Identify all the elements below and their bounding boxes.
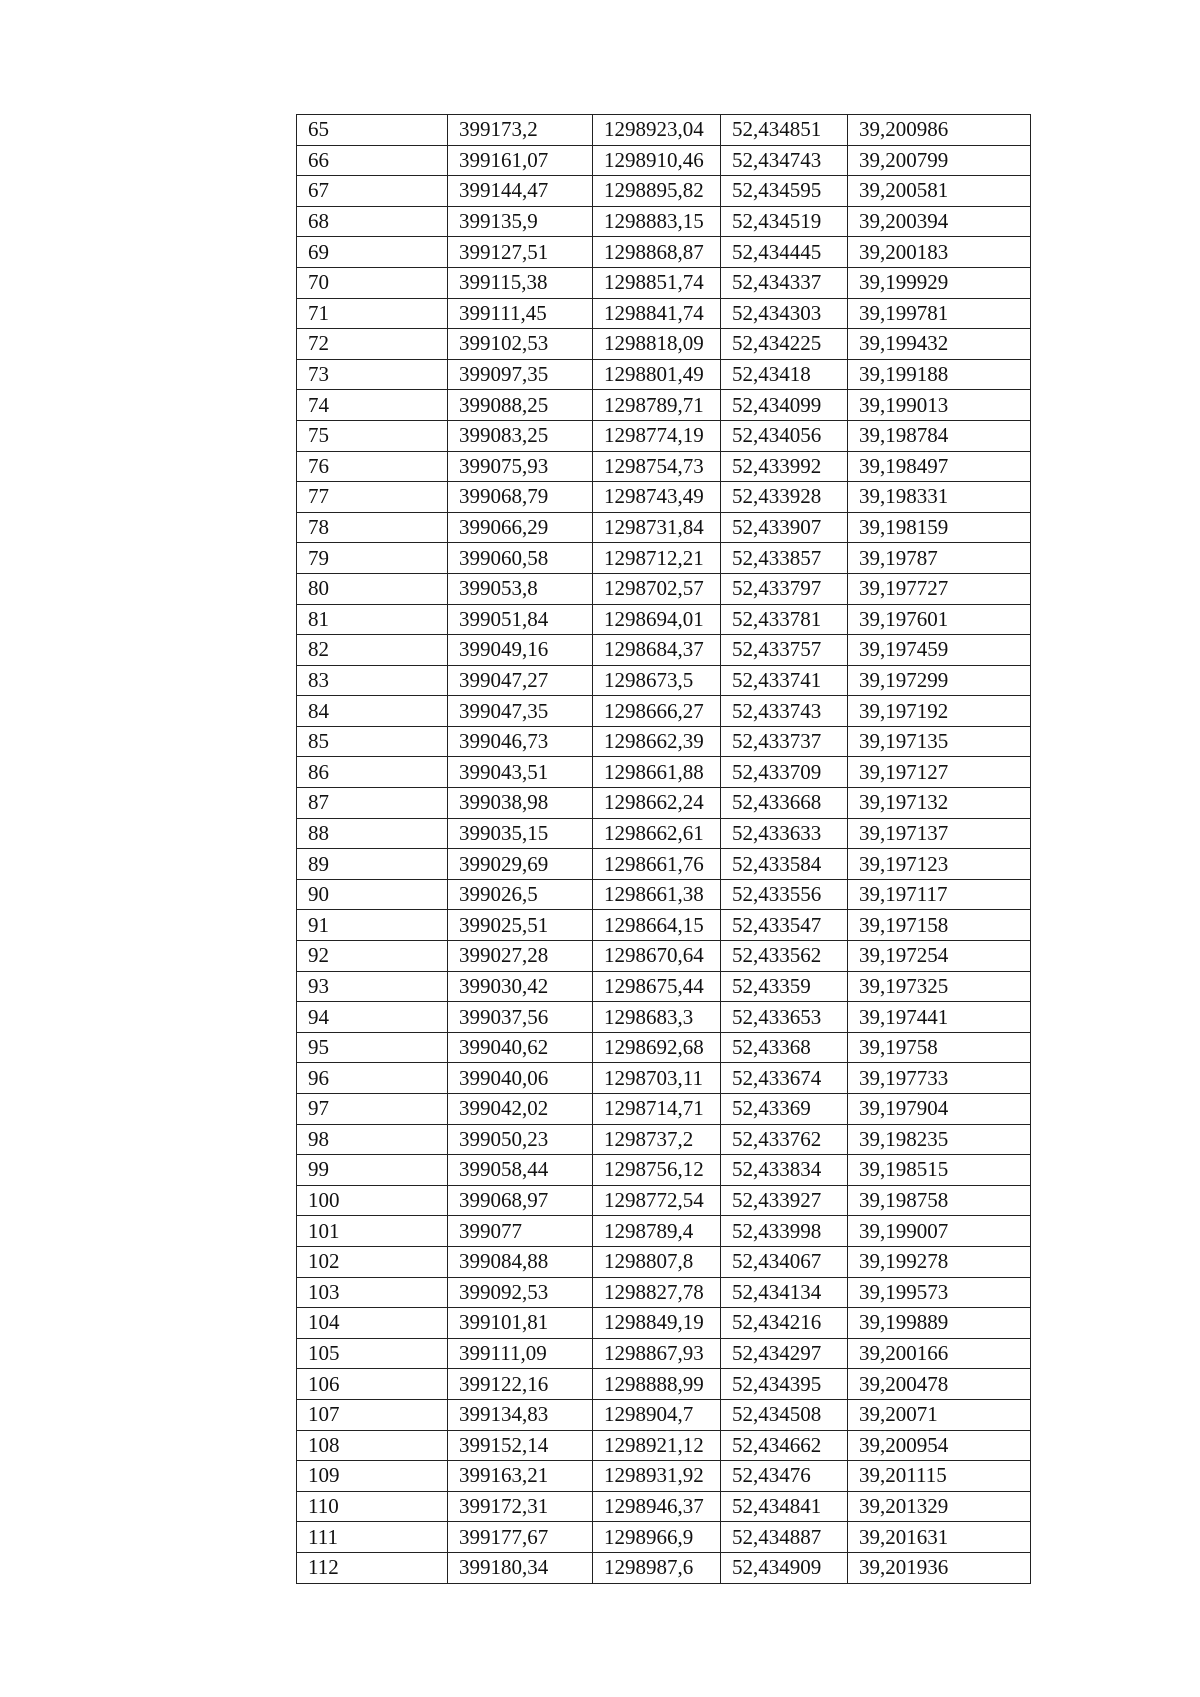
- x-coordinate-cell: 399177,67: [448, 1522, 593, 1553]
- x-coordinate-cell: 399092,53: [448, 1277, 593, 1308]
- point-number-cell: 76: [297, 451, 448, 482]
- longitude-cell: 39,200986: [848, 115, 1031, 146]
- x-coordinate-cell: 399051,84: [448, 604, 593, 635]
- table-row: [297, 115, 1031, 146]
- table-row: [297, 1369, 1031, 1400]
- point-number-cell: 80: [297, 573, 448, 604]
- point-number-cell: 67: [297, 176, 448, 207]
- x-coordinate-cell: 399134,83: [448, 1399, 593, 1430]
- x-coordinate-cell: 399042,02: [448, 1094, 593, 1125]
- y-coordinate-cell: 1298827,78: [593, 1277, 721, 1308]
- longitude-cell: 39,198784: [848, 420, 1031, 451]
- point-number-cell: 96: [297, 1063, 448, 1094]
- latitude-cell: 52,433547: [721, 910, 848, 941]
- latitude-cell: 52,434508: [721, 1399, 848, 1430]
- point-number-cell: 107: [297, 1399, 448, 1430]
- point-number-cell: 91: [297, 910, 448, 941]
- latitude-cell: 52,434297: [721, 1338, 848, 1369]
- point-number-cell: 84: [297, 696, 448, 727]
- point-number-cell: 101: [297, 1216, 448, 1247]
- table-row: [297, 1522, 1031, 1553]
- x-coordinate-cell: 399101,81: [448, 1308, 593, 1339]
- table-row: [297, 543, 1031, 574]
- table-row: [297, 298, 1031, 329]
- point-number-cell: 81: [297, 604, 448, 635]
- x-coordinate-cell: 399026,5: [448, 879, 593, 910]
- point-number-cell: 108: [297, 1430, 448, 1461]
- latitude-cell: 52,434887: [721, 1522, 848, 1553]
- x-coordinate-cell: 399040,62: [448, 1032, 593, 1063]
- y-coordinate-cell: 1298702,57: [593, 573, 721, 604]
- longitude-cell: 39,197904: [848, 1094, 1031, 1125]
- point-number-cell: 69: [297, 237, 448, 268]
- x-coordinate-cell: 399058,44: [448, 1155, 593, 1186]
- x-coordinate-cell: 399115,38: [448, 267, 593, 298]
- y-coordinate-cell: 1298904,7: [593, 1399, 721, 1430]
- point-number-cell: 112: [297, 1552, 448, 1583]
- longitude-cell: 39,199278: [848, 1246, 1031, 1277]
- latitude-cell: 52,433834: [721, 1155, 848, 1186]
- table-row: [297, 329, 1031, 360]
- point-number-cell: 82: [297, 635, 448, 666]
- y-coordinate-cell: 1298737,2: [593, 1124, 721, 1155]
- longitude-cell: 39,197132: [848, 788, 1031, 819]
- table-row: [297, 390, 1031, 421]
- x-coordinate-cell: 399135,9: [448, 206, 593, 237]
- x-coordinate-cell: 399163,21: [448, 1461, 593, 1492]
- longitude-cell: 39,198497: [848, 451, 1031, 482]
- x-coordinate-cell: 399088,25: [448, 390, 593, 421]
- longitude-cell: 39,197601: [848, 604, 1031, 635]
- x-coordinate-cell: 399066,29: [448, 512, 593, 543]
- table-row: [297, 1399, 1031, 1430]
- y-coordinate-cell: 1298807,8: [593, 1246, 721, 1277]
- latitude-cell: 52,434067: [721, 1246, 848, 1277]
- latitude-cell: 52,434841: [721, 1491, 848, 1522]
- point-number-cell: 85: [297, 726, 448, 757]
- y-coordinate-cell: 1298789,71: [593, 390, 721, 421]
- x-coordinate-cell: 399043,51: [448, 757, 593, 788]
- longitude-cell: 39,199889: [848, 1308, 1031, 1339]
- latitude-cell: 52,434595: [721, 176, 848, 207]
- latitude-cell: 52,433757: [721, 635, 848, 666]
- longitude-cell: 39,197459: [848, 635, 1031, 666]
- table-row: [297, 1094, 1031, 1125]
- longitude-cell: 39,200166: [848, 1338, 1031, 1369]
- latitude-cell: 52,434909: [721, 1552, 848, 1583]
- y-coordinate-cell: 1298712,21: [593, 543, 721, 574]
- longitude-cell: 39,199573: [848, 1277, 1031, 1308]
- y-coordinate-cell: 1298931,92: [593, 1461, 721, 1492]
- latitude-cell: 52,434519: [721, 206, 848, 237]
- x-coordinate-cell: 399111,09: [448, 1338, 593, 1369]
- y-coordinate-cell: 1298921,12: [593, 1430, 721, 1461]
- table-row: [297, 1461, 1031, 1492]
- latitude-cell: 52,43476: [721, 1461, 848, 1492]
- point-number-cell: 93: [297, 971, 448, 1002]
- latitude-cell: 52,433633: [721, 818, 848, 849]
- latitude-cell: 52,434303: [721, 298, 848, 329]
- x-coordinate-cell: 399027,28: [448, 941, 593, 972]
- point-number-cell: 110: [297, 1491, 448, 1522]
- point-number-cell: 98: [297, 1124, 448, 1155]
- point-number-cell: 83: [297, 665, 448, 696]
- x-coordinate-cell: 399152,14: [448, 1430, 593, 1461]
- x-coordinate-cell: 399144,47: [448, 176, 593, 207]
- point-number-cell: 105: [297, 1338, 448, 1369]
- table-row: [297, 176, 1031, 207]
- point-number-cell: 89: [297, 849, 448, 880]
- longitude-cell: 39,197299: [848, 665, 1031, 696]
- x-coordinate-cell: 399035,15: [448, 818, 593, 849]
- latitude-cell: 52,433653: [721, 1002, 848, 1033]
- table-row: [297, 604, 1031, 635]
- latitude-cell: 52,43418: [721, 359, 848, 390]
- longitude-cell: 39,198159: [848, 512, 1031, 543]
- longitude-cell: 39,197254: [848, 941, 1031, 972]
- x-coordinate-cell: 399037,56: [448, 1002, 593, 1033]
- x-coordinate-cell: 399077: [448, 1216, 593, 1247]
- x-coordinate-cell: 399053,8: [448, 573, 593, 604]
- y-coordinate-cell: 1298703,11: [593, 1063, 721, 1094]
- point-number-cell: 73: [297, 359, 448, 390]
- longitude-cell: 39,197325: [848, 971, 1031, 1002]
- y-coordinate-cell: 1298756,12: [593, 1155, 721, 1186]
- longitude-cell: 39,199013: [848, 390, 1031, 421]
- table-row: [297, 1216, 1031, 1247]
- latitude-cell: 52,433998: [721, 1216, 848, 1247]
- longitude-cell: 39,201936: [848, 1552, 1031, 1583]
- y-coordinate-cell: 1298841,74: [593, 298, 721, 329]
- y-coordinate-cell: 1298731,84: [593, 512, 721, 543]
- table-row: [297, 512, 1031, 543]
- table-row: [297, 1430, 1031, 1461]
- latitude-cell: 52,434225: [721, 329, 848, 360]
- point-number-cell: 77: [297, 482, 448, 513]
- point-number-cell: 104: [297, 1308, 448, 1339]
- longitude-cell: 39,197123: [848, 849, 1031, 880]
- y-coordinate-cell: 1298661,88: [593, 757, 721, 788]
- x-coordinate-cell: 399075,93: [448, 451, 593, 482]
- point-number-cell: 99: [297, 1155, 448, 1186]
- longitude-cell: 39,201115: [848, 1461, 1031, 1492]
- longitude-cell: 39,197727: [848, 573, 1031, 604]
- x-coordinate-cell: 399038,98: [448, 788, 593, 819]
- x-coordinate-cell: 399047,27: [448, 665, 593, 696]
- x-coordinate-cell: 399040,06: [448, 1063, 593, 1094]
- point-number-cell: 100: [297, 1185, 448, 1216]
- x-coordinate-cell: 399102,53: [448, 329, 593, 360]
- x-coordinate-cell: 399111,45: [448, 298, 593, 329]
- latitude-cell: 52,43359: [721, 971, 848, 1002]
- x-coordinate-cell: 399047,35: [448, 696, 593, 727]
- longitude-cell: 39,199929: [848, 267, 1031, 298]
- point-number-cell: 95: [297, 1032, 448, 1063]
- point-number-cell: 111: [297, 1522, 448, 1553]
- longitude-cell: 39,199007: [848, 1216, 1031, 1247]
- y-coordinate-cell: 1298662,39: [593, 726, 721, 757]
- x-coordinate-cell: 399127,51: [448, 237, 593, 268]
- y-coordinate-cell: 1298714,71: [593, 1094, 721, 1125]
- table-row: [297, 267, 1031, 298]
- latitude-cell: 52,433857: [721, 543, 848, 574]
- table-row: [297, 635, 1031, 666]
- point-number-cell: 109: [297, 1461, 448, 1492]
- longitude-cell: 39,197733: [848, 1063, 1031, 1094]
- point-number-cell: 70: [297, 267, 448, 298]
- y-coordinate-cell: 1298675,44: [593, 971, 721, 1002]
- y-coordinate-cell: 1298867,93: [593, 1338, 721, 1369]
- x-coordinate-cell: 399172,31: [448, 1491, 593, 1522]
- x-coordinate-cell: 399068,97: [448, 1185, 593, 1216]
- y-coordinate-cell: 1298923,04: [593, 115, 721, 146]
- longitude-cell: 39,200954: [848, 1430, 1031, 1461]
- y-coordinate-cell: 1298662,61: [593, 818, 721, 849]
- latitude-cell: 52,433556: [721, 879, 848, 910]
- y-coordinate-cell: 1298910,46: [593, 145, 721, 176]
- x-coordinate-cell: 399122,16: [448, 1369, 593, 1400]
- latitude-cell: 52,433762: [721, 1124, 848, 1155]
- longitude-cell: 39,198235: [848, 1124, 1031, 1155]
- y-coordinate-cell: 1298684,37: [593, 635, 721, 666]
- longitude-cell: 39,20071: [848, 1399, 1031, 1430]
- latitude-cell: 52,433927: [721, 1185, 848, 1216]
- point-number-cell: 94: [297, 1002, 448, 1033]
- longitude-cell: 39,200478: [848, 1369, 1031, 1400]
- y-coordinate-cell: 1298987,6: [593, 1552, 721, 1583]
- point-number-cell: 65: [297, 115, 448, 146]
- y-coordinate-cell: 1298789,4: [593, 1216, 721, 1247]
- latitude-cell: 52,433668: [721, 788, 848, 819]
- table-row: [297, 788, 1031, 819]
- longitude-cell: 39,199432: [848, 329, 1031, 360]
- longitude-cell: 39,19787: [848, 543, 1031, 574]
- x-coordinate-cell: 399029,69: [448, 849, 593, 880]
- x-coordinate-cell: 399046,73: [448, 726, 593, 757]
- table-row: [297, 1185, 1031, 1216]
- latitude-cell: 52,434099: [721, 390, 848, 421]
- coordinates-table: [296, 114, 1031, 1584]
- point-number-cell: 106: [297, 1369, 448, 1400]
- table-row: [297, 818, 1031, 849]
- latitude-cell: 52,433797: [721, 573, 848, 604]
- latitude-cell: 52,433737: [721, 726, 848, 757]
- table-row: [297, 451, 1031, 482]
- table-row: [297, 573, 1031, 604]
- y-coordinate-cell: 1298666,27: [593, 696, 721, 727]
- longitude-cell: 39,200394: [848, 206, 1031, 237]
- latitude-cell: 52,43369: [721, 1094, 848, 1125]
- y-coordinate-cell: 1298661,38: [593, 879, 721, 910]
- table-row: [297, 482, 1031, 513]
- y-coordinate-cell: 1298772,54: [593, 1185, 721, 1216]
- y-coordinate-cell: 1298895,82: [593, 176, 721, 207]
- longitude-cell: 39,197127: [848, 757, 1031, 788]
- point-number-cell: 71: [297, 298, 448, 329]
- x-coordinate-cell: 399084,88: [448, 1246, 593, 1277]
- latitude-cell: 52,433584: [721, 849, 848, 880]
- point-number-cell: 72: [297, 329, 448, 360]
- y-coordinate-cell: 1298670,64: [593, 941, 721, 972]
- table-row: [297, 849, 1031, 880]
- latitude-cell: 52,433992: [721, 451, 848, 482]
- longitude-cell: 39,197441: [848, 1002, 1031, 1033]
- table-row: [297, 1155, 1031, 1186]
- longitude-cell: 39,200183: [848, 237, 1031, 268]
- longitude-cell: 39,198331: [848, 482, 1031, 513]
- longitude-cell: 39,197192: [848, 696, 1031, 727]
- x-coordinate-cell: 399161,07: [448, 145, 593, 176]
- y-coordinate-cell: 1298946,37: [593, 1491, 721, 1522]
- table-row: [297, 1124, 1031, 1155]
- table-row: [297, 726, 1031, 757]
- table-row: [297, 420, 1031, 451]
- point-number-cell: 92: [297, 941, 448, 972]
- longitude-cell: 39,199781: [848, 298, 1031, 329]
- longitude-cell: 39,198758: [848, 1185, 1031, 1216]
- latitude-cell: 52,433907: [721, 512, 848, 543]
- latitude-cell: 52,433928: [721, 482, 848, 513]
- table-row: [297, 757, 1031, 788]
- longitude-cell: 39,200799: [848, 145, 1031, 176]
- table-row: [297, 696, 1031, 727]
- table-row: [297, 1308, 1031, 1339]
- y-coordinate-cell: 1298661,76: [593, 849, 721, 880]
- x-coordinate-cell: 399030,42: [448, 971, 593, 1002]
- point-number-cell: 88: [297, 818, 448, 849]
- x-coordinate-cell: 399173,2: [448, 115, 593, 146]
- latitude-cell: 52,433674: [721, 1063, 848, 1094]
- y-coordinate-cell: 1298692,68: [593, 1032, 721, 1063]
- x-coordinate-cell: 399083,25: [448, 420, 593, 451]
- point-number-cell: 75: [297, 420, 448, 451]
- point-number-cell: 97: [297, 1094, 448, 1125]
- y-coordinate-cell: 1298801,49: [593, 359, 721, 390]
- table-row: [297, 910, 1031, 941]
- x-coordinate-cell: 399060,58: [448, 543, 593, 574]
- longitude-cell: 39,197158: [848, 910, 1031, 941]
- latitude-cell: 52,433741: [721, 665, 848, 696]
- table-row: [297, 359, 1031, 390]
- y-coordinate-cell: 1298664,15: [593, 910, 721, 941]
- longitude-cell: 39,19758: [848, 1032, 1031, 1063]
- y-coordinate-cell: 1298868,87: [593, 237, 721, 268]
- point-number-cell: 87: [297, 788, 448, 819]
- x-coordinate-cell: 399068,79: [448, 482, 593, 513]
- point-number-cell: 102: [297, 1246, 448, 1277]
- point-number-cell: 79: [297, 543, 448, 574]
- y-coordinate-cell: 1298851,74: [593, 267, 721, 298]
- x-coordinate-cell: 399050,23: [448, 1124, 593, 1155]
- point-number-cell: 66: [297, 145, 448, 176]
- longitude-cell: 39,201631: [848, 1522, 1031, 1553]
- y-coordinate-cell: 1298743,49: [593, 482, 721, 513]
- coordinates-table-body: [297, 115, 1031, 1584]
- longitude-cell: 39,201329: [848, 1491, 1031, 1522]
- table-row: [297, 1338, 1031, 1369]
- y-coordinate-cell: 1298662,24: [593, 788, 721, 819]
- latitude-cell: 52,434337: [721, 267, 848, 298]
- latitude-cell: 52,43368: [721, 1032, 848, 1063]
- latitude-cell: 52,434851: [721, 115, 848, 146]
- point-number-cell: 90: [297, 879, 448, 910]
- y-coordinate-cell: 1298849,19: [593, 1308, 721, 1339]
- latitude-cell: 52,434743: [721, 145, 848, 176]
- point-number-cell: 103: [297, 1277, 448, 1308]
- longitude-cell: 39,197137: [848, 818, 1031, 849]
- latitude-cell: 52,434395: [721, 1369, 848, 1400]
- longitude-cell: 39,199188: [848, 359, 1031, 390]
- table-row: [297, 237, 1031, 268]
- x-coordinate-cell: 399025,51: [448, 910, 593, 941]
- longitude-cell: 39,197135: [848, 726, 1031, 757]
- y-coordinate-cell: 1298883,15: [593, 206, 721, 237]
- table-row: [297, 879, 1031, 910]
- latitude-cell: 52,433562: [721, 941, 848, 972]
- table-row: [297, 1491, 1031, 1522]
- y-coordinate-cell: 1298754,73: [593, 451, 721, 482]
- x-coordinate-cell: 399180,34: [448, 1552, 593, 1583]
- point-number-cell: 78: [297, 512, 448, 543]
- table-row: [297, 1063, 1031, 1094]
- table-row: [297, 1552, 1031, 1583]
- table-row: [297, 1277, 1031, 1308]
- y-coordinate-cell: 1298694,01: [593, 604, 721, 635]
- longitude-cell: 39,200581: [848, 176, 1031, 207]
- latitude-cell: 52,434056: [721, 420, 848, 451]
- point-number-cell: 74: [297, 390, 448, 421]
- table-row: [297, 1002, 1031, 1033]
- y-coordinate-cell: 1298673,5: [593, 665, 721, 696]
- x-coordinate-cell: 399049,16: [448, 635, 593, 666]
- y-coordinate-cell: 1298683,3: [593, 1002, 721, 1033]
- table-row: [297, 941, 1031, 972]
- y-coordinate-cell: 1298818,09: [593, 329, 721, 360]
- table-row: [297, 665, 1031, 696]
- latitude-cell: 52,433781: [721, 604, 848, 635]
- point-number-cell: 86: [297, 757, 448, 788]
- table-row: [297, 1032, 1031, 1063]
- table-row: [297, 971, 1031, 1002]
- latitude-cell: 52,433743: [721, 696, 848, 727]
- latitude-cell: 52,433709: [721, 757, 848, 788]
- latitude-cell: 52,434662: [721, 1430, 848, 1461]
- y-coordinate-cell: 1298966,9: [593, 1522, 721, 1553]
- latitude-cell: 52,434134: [721, 1277, 848, 1308]
- table-row: [297, 1246, 1031, 1277]
- latitude-cell: 52,434216: [721, 1308, 848, 1339]
- y-coordinate-cell: 1298774,19: [593, 420, 721, 451]
- y-coordinate-cell: 1298888,99: [593, 1369, 721, 1400]
- longitude-cell: 39,198515: [848, 1155, 1031, 1186]
- point-number-cell: 68: [297, 206, 448, 237]
- table-row: [297, 145, 1031, 176]
- latitude-cell: 52,434445: [721, 237, 848, 268]
- longitude-cell: 39,197117: [848, 879, 1031, 910]
- x-coordinate-cell: 399097,35: [448, 359, 593, 390]
- table-row: [297, 206, 1031, 237]
